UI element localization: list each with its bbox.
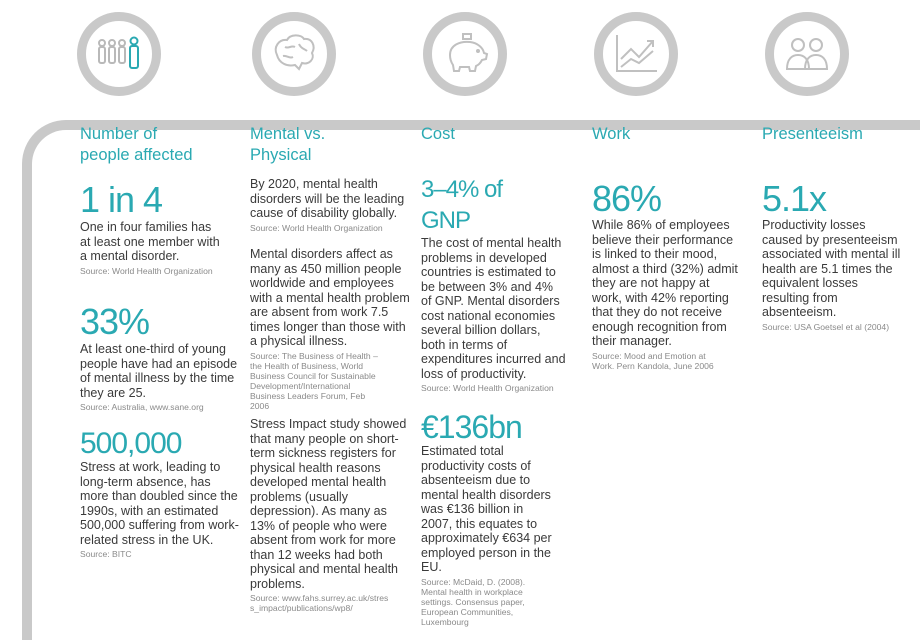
stat-source: Source: Mood and Emotion at Work. Pern Kandola, June 2006 bbox=[592, 350, 714, 371]
stat-text: The cost of mental health problems in developed countries is estimated to be between 3% and 4% of GNP. Mental disorders cost national economies several billion dollars, both in terms of expenditures incurred and loss of productivity. bbox=[421, 236, 566, 381]
stat-block bbox=[421, 410, 556, 627]
stat-block bbox=[80, 301, 240, 412]
column-mental-vs-physical bbox=[250, 124, 415, 176]
block-text: Stress Impact study showed that many people on short-term sickness registers for physical health reasons developed mental health problems (usually depression). As many as 13% of people who were absent from work for more than 12 weeks had both physical and mental health problems. bbox=[250, 417, 407, 591]
stat-block bbox=[762, 180, 907, 332]
stat-block bbox=[421, 174, 566, 393]
stat-block bbox=[80, 179, 220, 276]
stat-source: Source: USA Goetsel et al (2004) bbox=[762, 321, 890, 332]
column-heading: Number of people affected bbox=[80, 125, 193, 164]
stat-value: 500,000 bbox=[80, 427, 182, 460]
block-source: Source: The Business of Health – the Health of Business, World Business Council for Sustainable Development/International Business Leaders Forum, Feb 2006 bbox=[250, 350, 378, 411]
stat-source: Source: Australia, www.sane.org bbox=[80, 402, 204, 412]
stat-text: Estimated total productivity costs of absenteeism due to mental health disorders was €136 billion in 2007, this equates to approximately €634 per employed person in the EU. bbox=[421, 444, 552, 574]
stat-block bbox=[592, 180, 742, 371]
column-presenteeism bbox=[762, 124, 912, 155]
column-cost bbox=[421, 124, 586, 155]
rising-chart-icon bbox=[594, 12, 678, 96]
stat-source: Source: World Health Organization bbox=[421, 383, 554, 393]
people-icon bbox=[765, 12, 849, 96]
stat-text: Stress at work, leading to long-term absence, has more than doubled since the 1990s, with an estimated 500,000 suffering from work-related stress in the UK. bbox=[80, 460, 239, 547]
stat-value: 3–4% of GNP bbox=[421, 176, 503, 234]
column-heading: Cost bbox=[421, 125, 455, 143]
column-heading: Work bbox=[592, 125, 631, 143]
stat-text: One in four families has at least one member with a mental disorder. bbox=[80, 220, 220, 263]
family-icon bbox=[77, 12, 161, 96]
stat-value: 1 in 4 bbox=[80, 179, 163, 220]
stat-value: 33% bbox=[80, 301, 150, 342]
block-text: By 2020, mental health disorders will be the leading cause of disability globally. bbox=[250, 177, 405, 220]
stat-text: At least one-third of young people have had an episode of mental illness by the time they are 25. bbox=[80, 342, 238, 400]
brain-icon bbox=[252, 12, 336, 96]
block-source: Source: World Health Organization bbox=[250, 222, 383, 233]
stat-value: 5.1x bbox=[762, 178, 827, 219]
text-block bbox=[250, 177, 405, 233]
piggy-bank-icon bbox=[423, 12, 507, 96]
column-work bbox=[592, 124, 757, 155]
text-block bbox=[250, 247, 410, 411]
block-source: Source: www.fahs.surrey.ac.uk/stress_impact/publications/wp8/ bbox=[250, 593, 389, 613]
column-heading: Presenteeism bbox=[762, 125, 863, 143]
stat-source: Source: BITC bbox=[80, 549, 132, 559]
block-text: Mental disorders affect as many as 450 million people worldwide and employees with a mental health problem are absent from work 7.5 times longer than those with a physical illness. bbox=[250, 247, 410, 348]
stat-text: While 86% of employees believe their performance is linked to their mood, almost a third (32%) admit they are not happy at work, with 42% reporting that they do not receive enough recognition from their manager. bbox=[592, 218, 738, 348]
column-people-affected bbox=[80, 124, 245, 176]
stat-block bbox=[80, 428, 240, 559]
text-block bbox=[250, 417, 410, 613]
stat-value: €136bn bbox=[421, 409, 522, 445]
stat-text: Productivity losses caused by presenteeism associated with mental ill health are 5.1 times the equivalent losses resulting from absenteeism. bbox=[762, 218, 901, 319]
stat-value: 86% bbox=[592, 178, 662, 219]
column-heading: Mental vs. Physical bbox=[250, 125, 326, 164]
stat-source: Source: World Health Organization bbox=[80, 265, 213, 276]
stat-source: Source: McDaid, D. (2008). Mental health in workplace settings. Consensus paper, European Communities, Luxembourg bbox=[421, 576, 526, 627]
